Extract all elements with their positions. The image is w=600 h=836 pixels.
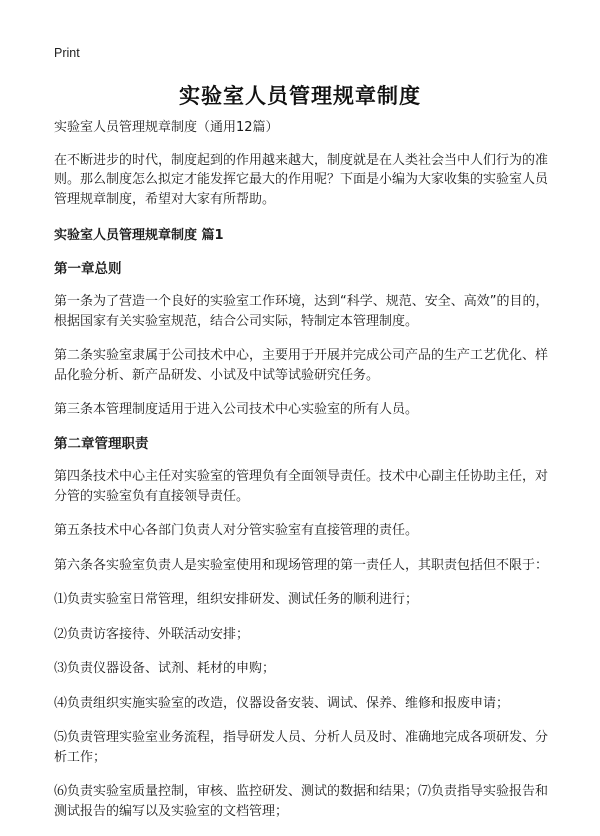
print-link[interactable]: Print bbox=[54, 46, 80, 60]
article-paragraph: 第三条本管理制度适用于进入公司技术中心实验室的所有人员。 bbox=[54, 402, 419, 417]
duty-item: ⑶负责仪器设备、试剂、耗材的申购； bbox=[54, 661, 276, 676]
article-paragraph: 第一条为了营造一个良好的实验室工作环境，达到“科学、规范、安全、高效”的目的，根据国家有关实验室规范，结合公司实际，特制定本管理制度。 bbox=[54, 294, 549, 329]
duty-item: ⑷负责组织实施实验室的改造，仪器设备安装、调试、保养、维修和报废申请； bbox=[54, 695, 510, 711]
document-body bbox=[54, 118, 560, 836]
intro-paragraph: 在不断进步的时代，制度起到的作用越来越大，制度就是在人类社会当中人们行为的准则。那么制度怎么拟定才能发挥它最大的作用呢？下面是小编为大家收集的实验室人员管理规章制度，希望对大家有所帮助。 bbox=[54, 152, 549, 207]
article-paragraph: 第二条实验室隶属于公司技术中心，主要用于开展并完成公司产品的生产工艺优化、样品化验分析、新产品研发、小试及中试等试验研究任务。 bbox=[54, 348, 549, 383]
duty-item: ⑹负责实验室质量控制，审核、监控研发、测试的数据和结果；⑺负责指导实验报告和测试报告的编写以及实验室的文档管理； bbox=[54, 784, 549, 819]
document-subtitle: 实验室人员管理规章制度（通用12篇） bbox=[54, 120, 279, 135]
article-paragraph: 第六条各实验室负责人是实验室使用和现场管理的第一责任人，其职责包括但不限于： bbox=[54, 557, 549, 573]
article-paragraph: 第四条技术中心主任对实验室的管理负有全面领导责任。技术中心副主任协助主任，对分管的实验室负有直接领导责任。 bbox=[54, 469, 549, 504]
article-paragraph: 第五条技术中心各部门负责人对分管实验室有直接管理的责任。 bbox=[54, 523, 419, 538]
chapter-heading: 第二章管理职责 bbox=[54, 435, 149, 452]
article-heading: 实验室人员管理规章制度 篇1 bbox=[54, 228, 224, 243]
duty-item: ⑵负责访客接待、外联活动安排； bbox=[54, 626, 250, 642]
duty-item: ⑴负责实验室日常管理，组织安排研发、测试任务的顺利进行； bbox=[54, 592, 419, 607]
duty-item: ⑸负责管理实验室业务流程，指导研发人员、分析人员及时、准确地完成各项研发、分析工作； bbox=[54, 730, 549, 765]
chapter-heading: 第一章总则 bbox=[54, 260, 122, 277]
page-title: 实验室人员管理规章制度 bbox=[179, 84, 421, 108]
